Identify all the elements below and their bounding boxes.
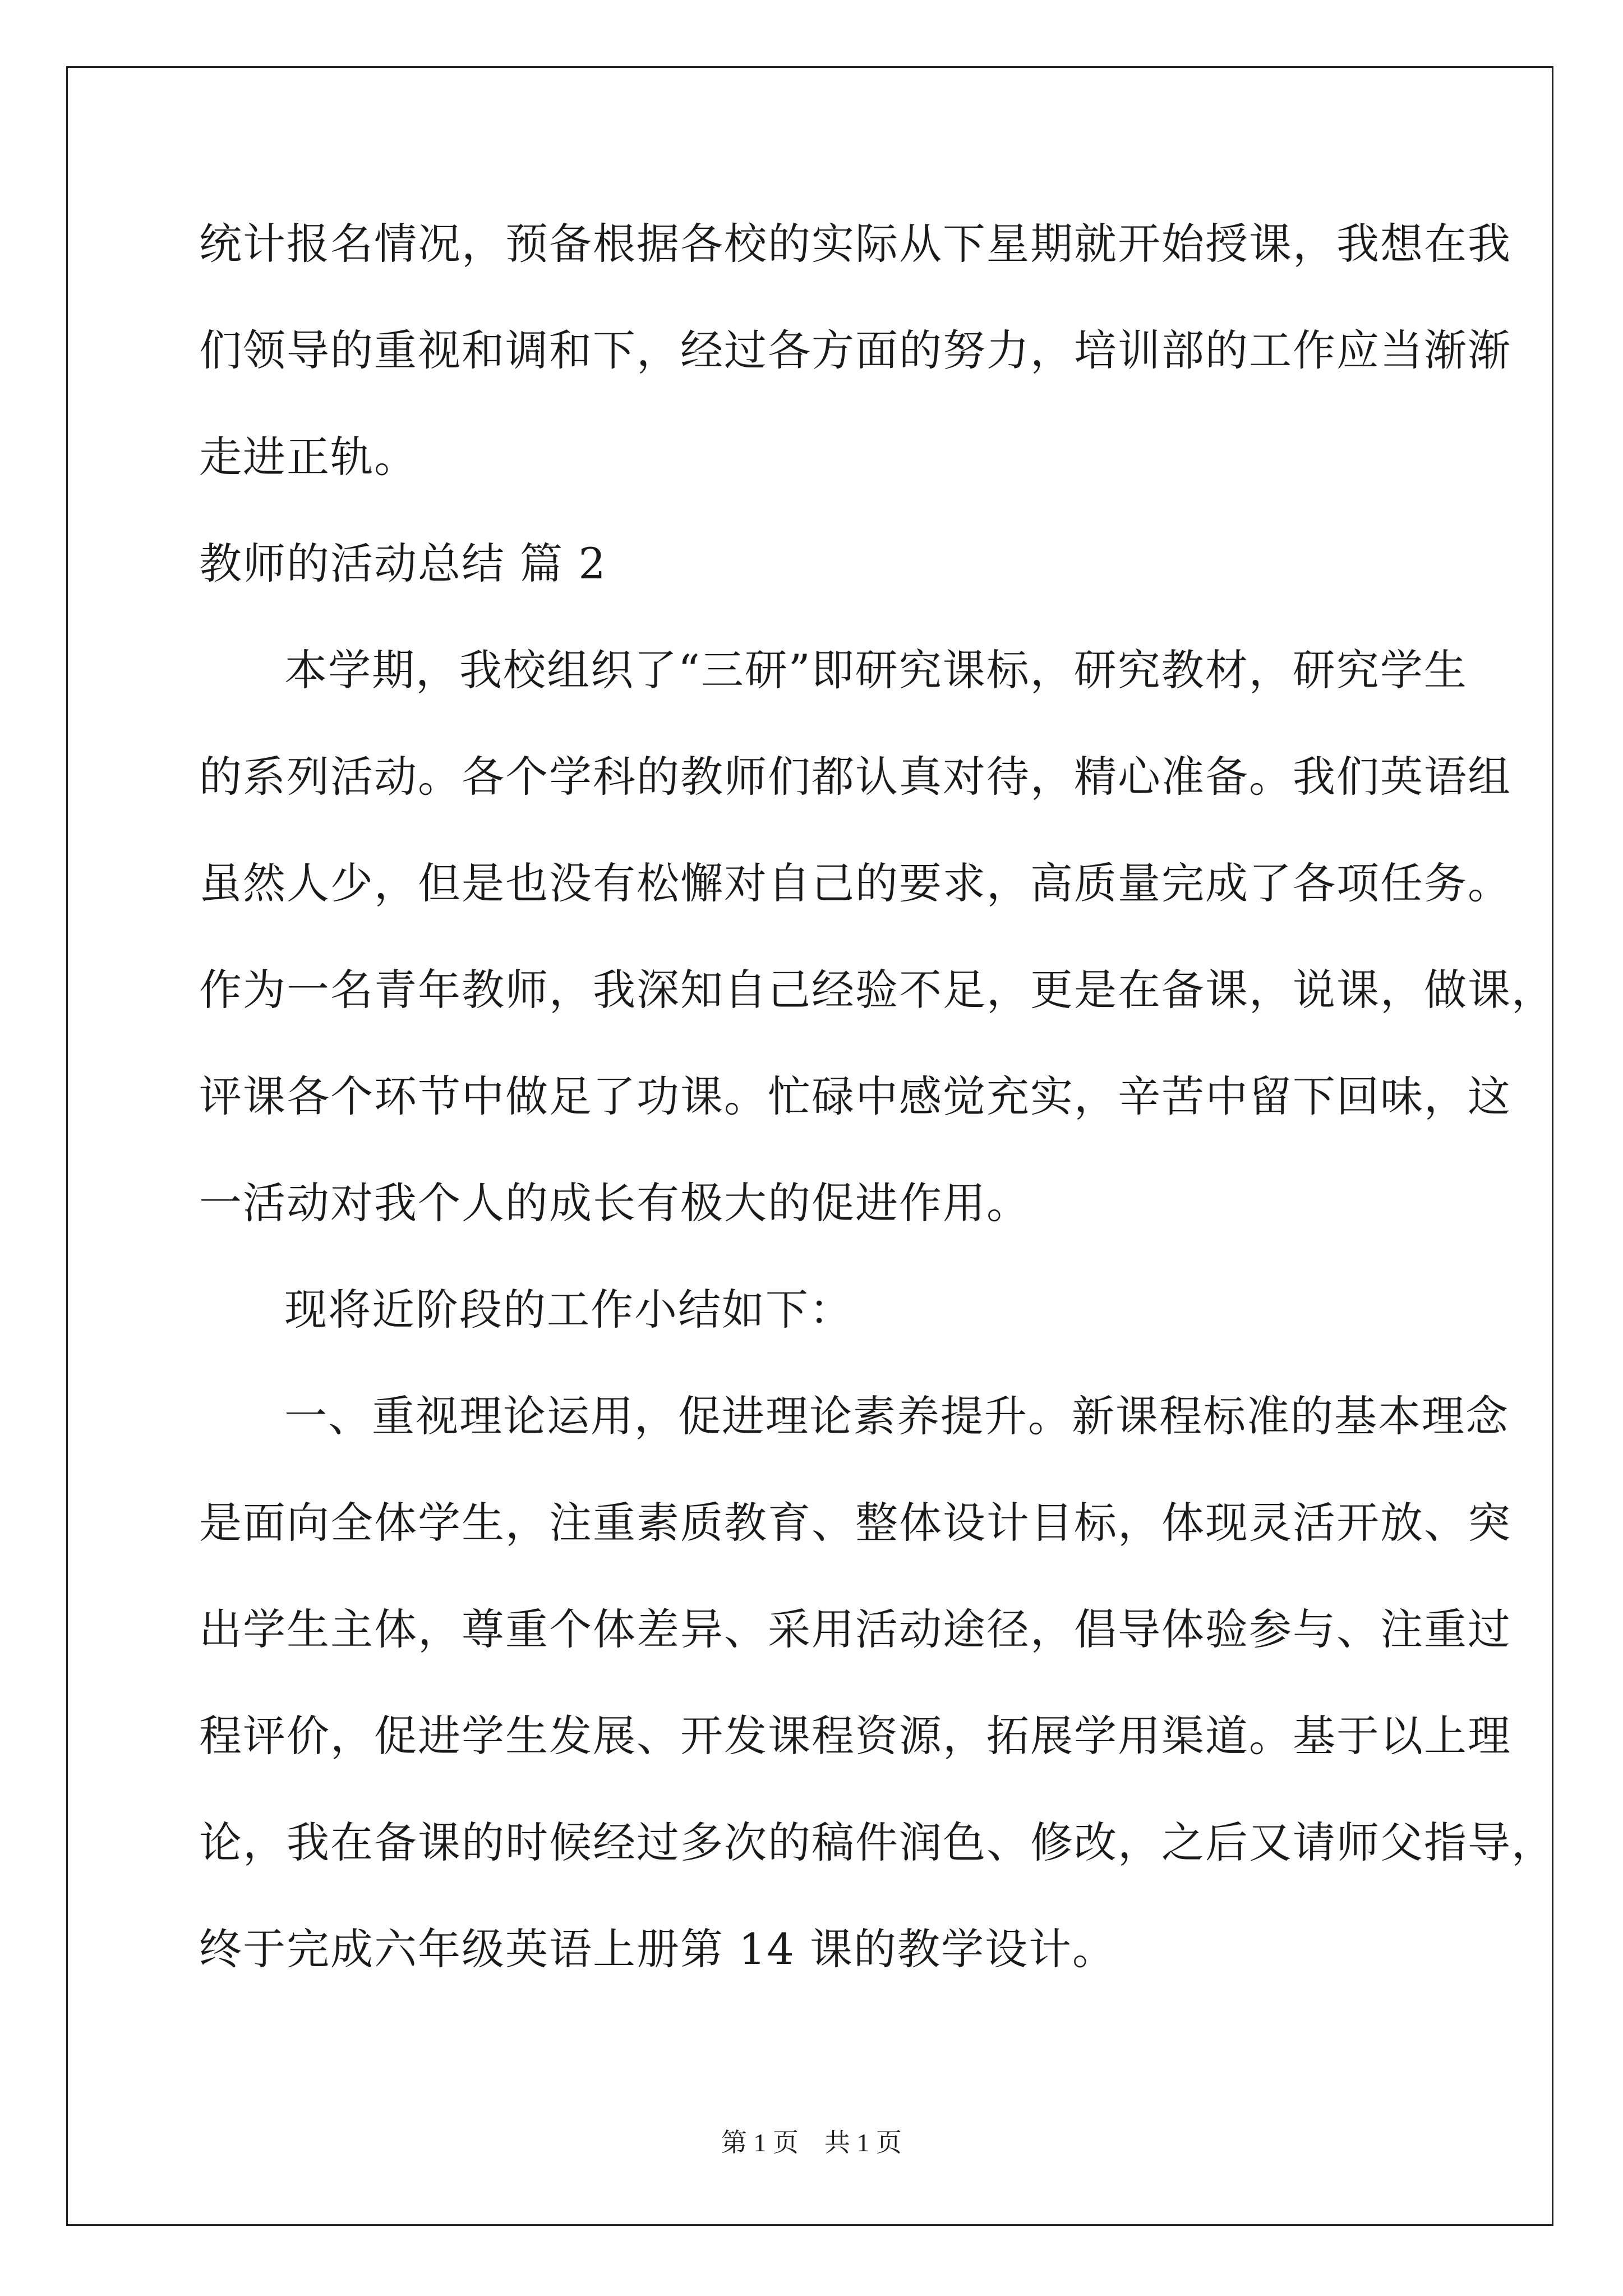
text-line: 评课各个环节中做足了功课。忙碌中感觉充实，辛苦中留下回味，这 (199, 1071, 1511, 1121)
text-line: 作为一名青年教师，我深知自己经验不足，更是在备课，说课，做课， (199, 965, 1555, 1015)
text-line: 是面向全体学生，注重素质教育、整体设计目标，体现灵活开放、突 (199, 1498, 1511, 1548)
paragraph-first-line: 现将近阶段的工作小结如下： (284, 1285, 853, 1335)
text-line: 出学生主体，尊重个体差异、采用活动途径，倡导体验参与、注重过 (199, 1604, 1511, 1654)
text-line: 一活动对我个人的成长有极大的促进作用。 (199, 1178, 1030, 1228)
text-line: 们领导的重视和调和下，经过各方面的努力，培训部的工作应当渐渐 (199, 325, 1511, 375)
page-footer: 第 1 页 共 1 页 (721, 2128, 902, 2157)
section-heading: 教师的活动总结 篇 2 (199, 539, 607, 588)
text-line: 虽然人少，但是也没有松懈对自己的要求，高质量完成了各项任务。 (199, 858, 1511, 908)
text-line: 论，我在备课的时候经过多次的稿件润色、修改，之后又请师父指导， (199, 1818, 1555, 1867)
document-body (199, 191, 1555, 2003)
text-line: 终于完成六年级英语上册第 14 课的教学设计。 (199, 1924, 1117, 1974)
text-line: 统计报名情况，预备根据各校的实际从下星期就开始授课，我想在我 (199, 219, 1511, 269)
text-line: 的系列活动。各个学科的教师们都认真对待，精心准备。我们英语组 (199, 752, 1511, 802)
text-line: 走进正轨。 (199, 432, 418, 482)
paragraph-first-line: 本学期，我校组织了“三研”即研究课标，研究教材，研究学生 (284, 645, 1468, 695)
paragraph-first-line: 一、重视理论运用，促进理论素养提升。新课程标准的基本理念 (284, 1391, 1509, 1441)
text-line: 程评价，促进学生发展、开发课程资源，拓展学用渠道。基于以上理 (199, 1711, 1511, 1761)
